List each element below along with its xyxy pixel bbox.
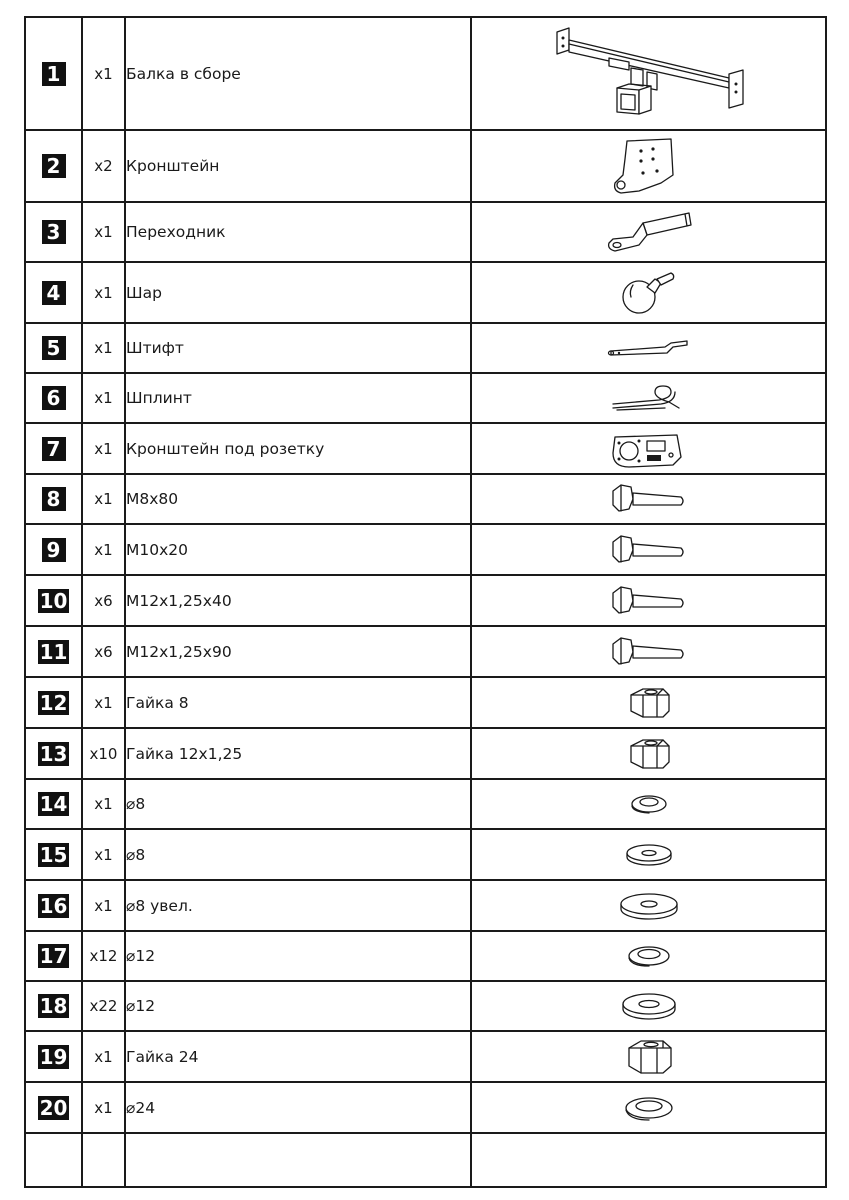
item-number-cell xyxy=(25,981,82,1031)
item-number-cell xyxy=(25,779,82,829)
table-row xyxy=(25,262,826,323)
part-name-cell: Переходник xyxy=(125,202,471,262)
table-row xyxy=(25,524,826,575)
quantity-cell: x6 xyxy=(82,626,125,677)
part-name-cell: Кронштейн под розетку xyxy=(125,423,471,474)
table-row xyxy=(25,373,826,423)
quantity-cell: x12 xyxy=(82,931,125,981)
quantity-cell: x1 xyxy=(82,524,125,575)
quantity-cell: x1 xyxy=(82,829,125,880)
part-picture-cell xyxy=(471,626,826,677)
part-name-cell: Штифт xyxy=(125,323,471,373)
table-row xyxy=(25,130,826,202)
large-flat-washer-icon xyxy=(599,986,699,1026)
part-picture-cell xyxy=(471,779,826,829)
item-number-badge: 19 xyxy=(39,1044,68,1069)
part-picture-cell xyxy=(471,931,826,981)
part-name-cell: M10x20 xyxy=(125,524,471,575)
part-picture-cell xyxy=(471,829,826,880)
spring-washer-icon xyxy=(599,1088,699,1128)
quantity-cell: x1 xyxy=(82,17,125,130)
part-name-cell: M12x1,25x40 xyxy=(125,575,471,626)
item-number-badge: 4 xyxy=(42,281,66,305)
item-number-cell xyxy=(25,373,82,423)
part-picture-cell xyxy=(471,202,826,262)
item-number-cell xyxy=(25,17,82,130)
item-number-badge: 9 xyxy=(42,538,66,562)
part-name-cell: ⌀12 xyxy=(125,981,471,1031)
part-picture-cell xyxy=(471,1031,826,1082)
item-number-badge: 13 xyxy=(39,741,68,766)
part-picture-cell xyxy=(471,677,826,728)
item-number-badge: 3 xyxy=(42,220,66,244)
item-number-badge: 8 xyxy=(42,487,66,511)
hex-nut-icon xyxy=(599,683,699,723)
item-number-badge: 7 xyxy=(42,437,66,461)
part-name-cell: M8x80 xyxy=(125,474,471,524)
quantity-cell: x2 xyxy=(82,130,125,202)
table-row xyxy=(25,626,826,677)
item-number-cell xyxy=(25,1082,82,1133)
part-picture-cell xyxy=(471,1082,826,1133)
parts-list-table xyxy=(24,16,827,1188)
quantity-cell: x1 xyxy=(82,779,125,829)
table-row xyxy=(25,575,826,626)
table-row xyxy=(25,1082,826,1133)
quantity-cell: x6 xyxy=(82,575,125,626)
cotter-pin-icon xyxy=(599,380,699,416)
part-name-cell: Шплинт xyxy=(125,373,471,423)
quantity-cell: x1 xyxy=(82,262,125,323)
hex-nut-icon xyxy=(599,1036,699,1078)
item-number-cell xyxy=(25,323,82,373)
empty-cell xyxy=(82,1133,125,1187)
quantity-cell: x1 xyxy=(82,474,125,524)
item-number-cell xyxy=(25,880,82,931)
item-number-cell xyxy=(25,1031,82,1082)
part-picture-cell xyxy=(471,728,826,779)
empty-cell xyxy=(471,1133,826,1187)
table-row xyxy=(25,323,826,373)
item-number-cell xyxy=(25,130,82,202)
item-number-cell xyxy=(25,474,82,524)
quantity-cell: x1 xyxy=(82,677,125,728)
item-number-badge: 2 xyxy=(42,154,66,178)
table-row xyxy=(25,931,826,981)
item-number-badge: 6 xyxy=(42,386,66,410)
part-name-cell: M12x1,25x90 xyxy=(125,626,471,677)
table-row xyxy=(25,17,826,130)
part-name-cell: ⌀8 увел. xyxy=(125,880,471,931)
part-picture-cell xyxy=(471,423,826,474)
part-picture-cell xyxy=(471,575,826,626)
quantity-cell: x1 xyxy=(82,1082,125,1133)
item-number-cell xyxy=(25,626,82,677)
item-number-badge: 11 xyxy=(39,639,68,664)
quantity-cell: x1 xyxy=(82,202,125,262)
part-name-cell: ⌀24 xyxy=(125,1082,471,1133)
part-picture-cell xyxy=(471,524,826,575)
item-number-cell xyxy=(25,931,82,981)
part-picture-cell xyxy=(471,981,826,1031)
empty-table-row xyxy=(25,1133,826,1187)
part-picture-cell xyxy=(471,17,826,130)
table-row xyxy=(25,677,826,728)
quantity-cell: x1 xyxy=(82,373,125,423)
item-number-cell xyxy=(25,202,82,262)
table-row xyxy=(25,981,826,1031)
quantity-cell: x1 xyxy=(82,880,125,931)
item-number-badge: 10 xyxy=(39,588,68,613)
item-number-badge: 20 xyxy=(39,1095,68,1120)
empty-cell xyxy=(125,1133,471,1187)
item-number-badge: 1 xyxy=(42,62,66,86)
part-name-cell: Гайка 8 xyxy=(125,677,471,728)
flat-washer-icon xyxy=(599,837,699,873)
table-row xyxy=(25,1031,826,1082)
quantity-cell: x1 xyxy=(82,423,125,474)
bracket-plate-icon xyxy=(599,135,699,197)
item-number-badge: 14 xyxy=(39,792,68,816)
spring-washer-icon xyxy=(599,786,699,822)
bolt-icon xyxy=(599,530,699,570)
part-name-cell: Гайка 24 xyxy=(125,1031,471,1082)
table-row xyxy=(25,728,826,779)
item-number-cell xyxy=(25,262,82,323)
table-row xyxy=(25,474,826,524)
item-number-cell xyxy=(25,728,82,779)
item-number-cell xyxy=(25,575,82,626)
quantity-cell: x1 xyxy=(82,1031,125,1082)
item-number-badge: 16 xyxy=(39,893,68,918)
item-number-badge: 12 xyxy=(39,690,68,715)
tow-ball-icon xyxy=(599,265,699,321)
item-number-cell xyxy=(25,677,82,728)
part-name-cell: ⌀8 xyxy=(125,829,471,880)
item-number-cell xyxy=(25,829,82,880)
quantity-cell: x1 xyxy=(82,323,125,373)
part-picture-cell xyxy=(471,880,826,931)
empty-cell xyxy=(25,1133,82,1187)
item-number-badge: 17 xyxy=(39,944,68,968)
quantity-cell: x10 xyxy=(82,728,125,779)
table-row xyxy=(25,202,826,262)
table-row xyxy=(25,779,826,829)
item-number-badge: 18 xyxy=(39,994,68,1018)
table-row xyxy=(25,880,826,931)
table-row xyxy=(25,423,826,474)
hex-nut-icon xyxy=(599,734,699,774)
large-flat-washer-icon xyxy=(599,886,699,926)
part-picture-cell xyxy=(471,262,826,323)
quantity-cell: x22 xyxy=(82,981,125,1031)
part-picture-cell xyxy=(471,130,826,202)
part-picture-cell xyxy=(471,323,826,373)
part-picture-cell xyxy=(471,474,826,524)
bolt-icon xyxy=(599,479,699,519)
part-name-cell: ⌀8 xyxy=(125,779,471,829)
part-name-cell: ⌀12 xyxy=(125,931,471,981)
item-number-badge: 15 xyxy=(39,842,68,867)
table-row xyxy=(25,829,826,880)
part-name-cell: Гайка 12x1,25 xyxy=(125,728,471,779)
part-picture-cell xyxy=(471,373,826,423)
spring-washer-icon xyxy=(599,938,699,974)
socket-bracket-icon xyxy=(599,427,699,471)
item-number-cell xyxy=(25,423,82,474)
part-name-cell: Балка в сборе xyxy=(125,17,471,130)
item-number-badge: 5 xyxy=(42,336,66,360)
pin-icon xyxy=(599,333,699,363)
bolt-icon xyxy=(599,632,699,672)
item-number-cell xyxy=(25,524,82,575)
part-name-cell: Шар xyxy=(125,262,471,323)
tow-bar-beam-icon xyxy=(539,24,759,124)
bolt-icon xyxy=(599,581,699,621)
part-name-cell: Кронштейн xyxy=(125,130,471,202)
adapter-icon xyxy=(599,207,699,257)
